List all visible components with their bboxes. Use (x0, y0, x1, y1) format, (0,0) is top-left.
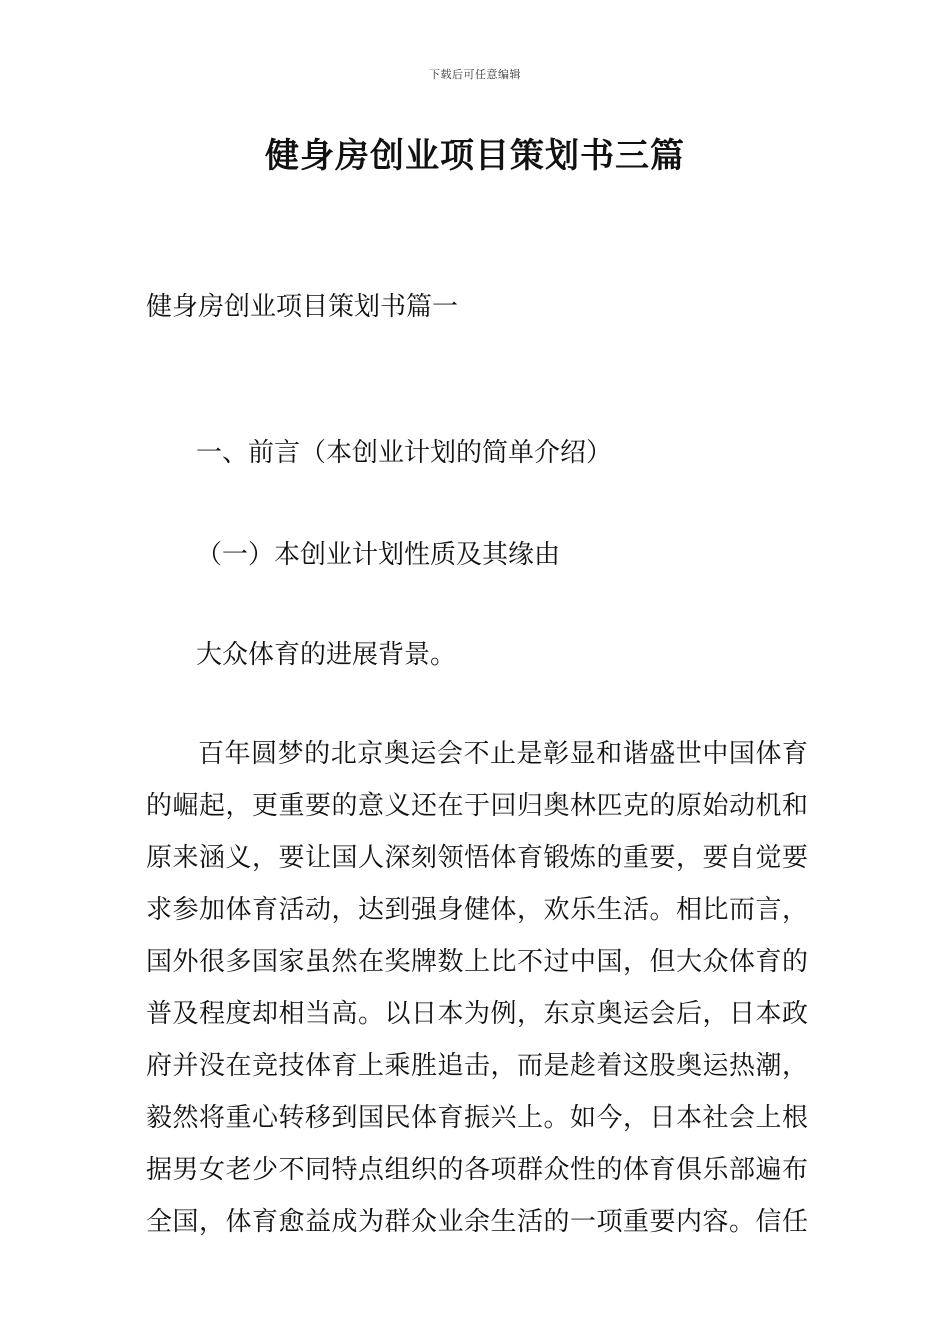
paragraph-line: 全国，体育愈益成为群众业余生活的一项重要内容。信任 (146, 1207, 808, 1237)
heading-preface: 一、前言（本创业计划的简单介绍） (196, 438, 613, 468)
paragraph-line: 普及程度却相当高。以日本为例，东京奥运会后，日本政 (146, 999, 808, 1029)
paragraph-line: 毅然将重心转移到国民体育振兴上。如今，日本社会上根 (146, 1103, 808, 1133)
paragraph-line: 原来涵义，要让国人深刻领悟体育锻炼的重要，要自觉要 (146, 843, 808, 873)
heading-nature-and-reason: （一）本创业计划性质及其缘由 (196, 540, 561, 570)
paragraph-line: 据男女老少不同特点组织的各项群众性的体育俱乐部遍布 (146, 1155, 808, 1185)
paragraph-line: 的崛起，更重要的意义还在于回归奥林匹克的原始动机和 (146, 791, 808, 821)
paragraph-line: 百年圆梦的北京奥运会不止是彰显和谐盛世中国体育 (198, 739, 808, 769)
paragraph-line: 府并没在竞技体育上乘胜追击，而是趁着这股奥运热潮， (146, 1051, 808, 1081)
document-title: 健身房创业项目策划书三篇 (265, 136, 685, 176)
paragraph-line: 求参加体育活动，达到强身健体，欢乐生活。相比而言， (146, 895, 808, 925)
heading-background: 大众体育的进展背景。 (196, 640, 457, 670)
header-note: 下载后可任意编辑 (429, 68, 521, 81)
paragraph-line: 国外很多国家虽然在奖牌数上比不过中国，但大众体育的 (146, 947, 808, 977)
body-paragraph (146, 728, 808, 1248)
section-title: 健身房创业项目策划书篇一 (146, 292, 459, 322)
